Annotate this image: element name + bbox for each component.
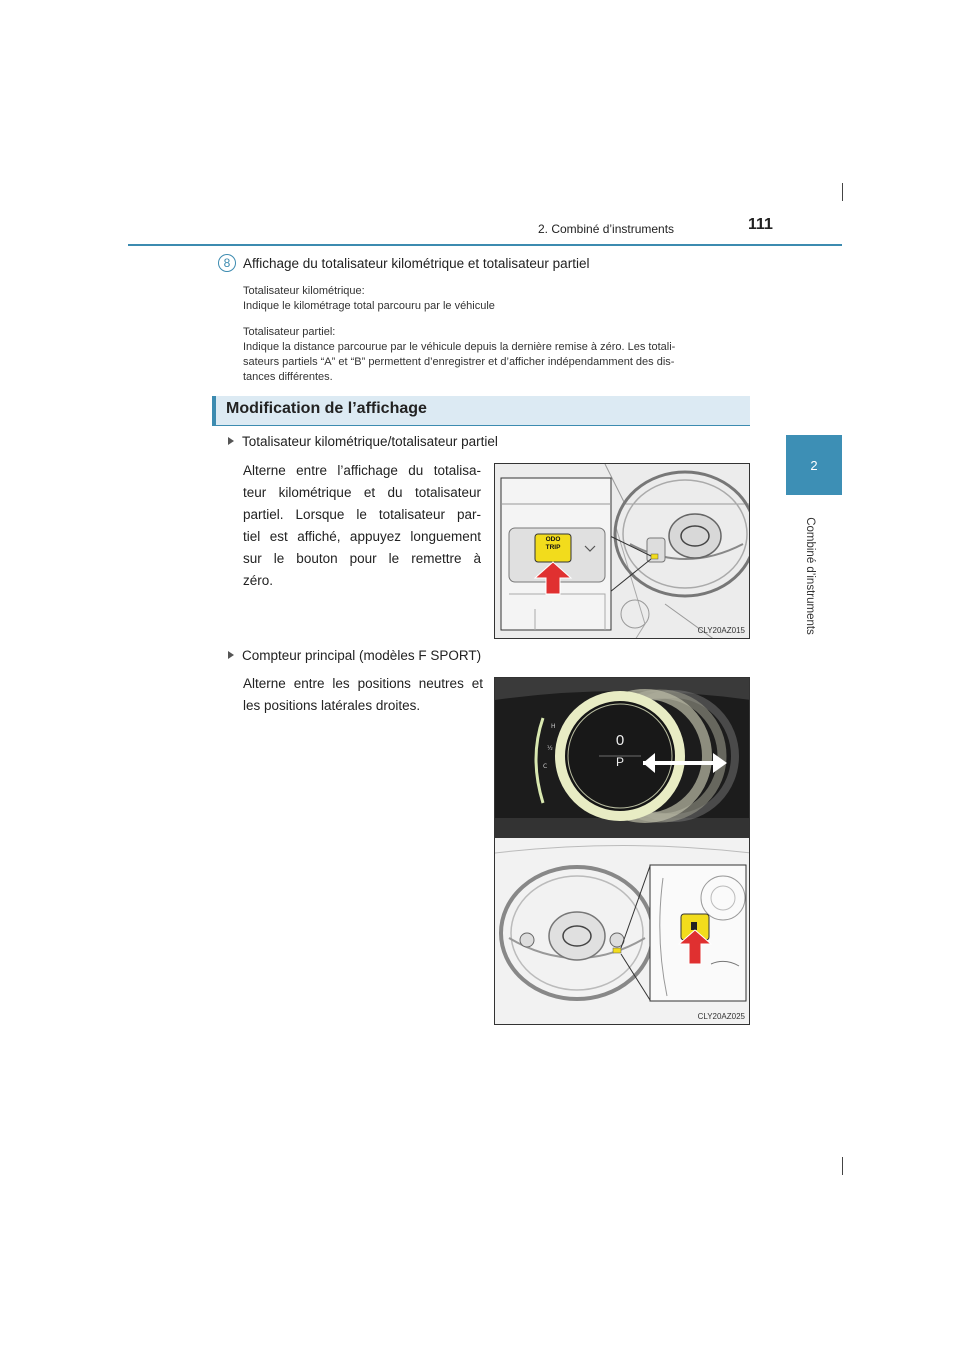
- bullet-triangle-icon: [228, 651, 234, 659]
- figure-code: CLY20AZ025: [697, 1012, 745, 1021]
- trip-label: Totalisateur partiel:: [243, 326, 336, 338]
- body-line: zéro.: [243, 573, 274, 588]
- crop-mark-bottom: [842, 1157, 843, 1175]
- item-title: Affichage du totalisateur kilométrique et totalisateur partiel: [243, 256, 590, 271]
- page-number: 111: [748, 216, 773, 233]
- trip-description-line-2: sateurs partiels “A” et “B” permettent d’enregistrer et d’afficher indépendamment des dis-: [243, 356, 675, 368]
- trip-description-line-1: Indique la distance parcourue par le véhicule depuis la dernière remise à zéro. Les totali-: [243, 341, 676, 353]
- main-meter-figure: [494, 677, 750, 1025]
- chapter-side-label-text: Combiné d’instruments: [804, 517, 816, 635]
- bullet-odo-trip-title: Totalisateur kilométrique/totalisateur partiel: [242, 434, 498, 449]
- body-line: teur kilométrique et du totalisateur: [243, 485, 481, 500]
- trip-button-label: TRIP: [545, 544, 561, 551]
- odo-label: Totalisateur kilométrique:: [243, 285, 365, 297]
- bullet-main-meter-body: [243, 673, 483, 717]
- odo-button-label: ODO: [545, 536, 561, 543]
- chapter-tab-number: 2: [810, 457, 818, 473]
- svg-text:½: ½: [547, 745, 553, 752]
- meter-speed-readout: 0: [615, 732, 625, 749]
- body-line: partiel. Lorsque le totalisateur par-: [243, 507, 481, 522]
- bullet-odo-trip-body: [243, 460, 481, 592]
- body-line: Alterne entre l’affichage du totalisa-: [243, 463, 481, 478]
- chapter-tab: [786, 435, 842, 495]
- body-line: Alterne entre les positions neutres et: [243, 676, 483, 691]
- main-meter-illustration: [495, 678, 750, 1025]
- bullet-main-meter-title: Compteur principal (modèles F SPORT): [242, 648, 482, 663]
- bullet-main-meter: [228, 648, 481, 663]
- odo-trip-illustration: [495, 464, 750, 639]
- chapter-title: 2. Combiné d’instruments: [538, 222, 675, 236]
- section-rule: [212, 425, 750, 426]
- item-number-badge: 8: [218, 254, 236, 272]
- svg-text:H: H: [551, 723, 556, 730]
- svg-text:C: C: [543, 763, 548, 770]
- crop-mark-top: [842, 183, 843, 201]
- body-line: tiel est affiché, appuyez longuement: [243, 529, 481, 544]
- header-rule: [128, 244, 842, 246]
- bullet-odo-trip: [228, 434, 498, 449]
- chapter-side-label: [800, 506, 820, 646]
- figure-code: CLY20AZ015: [697, 626, 745, 635]
- bullet-triangle-icon: [228, 437, 234, 445]
- trip-description-line-3: tances différentes.: [243, 371, 333, 383]
- section-title: Modification de l’affichage: [226, 400, 427, 417]
- meter-gear-readout: P: [615, 755, 624, 769]
- body-line: sur le bouton pour le remettre à: [243, 551, 481, 566]
- odo-trip-button-figure: [494, 463, 750, 639]
- body-line: les positions latérales droites.: [243, 698, 421, 713]
- odo-trip-button: [535, 536, 571, 552]
- odo-description: Indique le kilométrage total parcouru par le véhicule: [243, 300, 495, 312]
